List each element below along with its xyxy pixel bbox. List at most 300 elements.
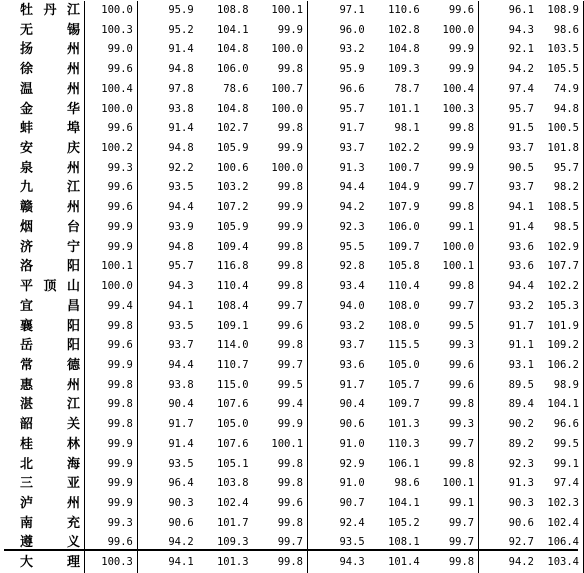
city-name: 扬 州 (20, 42, 80, 58)
value-cell: 92.4 (339, 516, 365, 529)
value-cell: 106.4 (538, 533, 584, 553)
value-cell: 99.8 (253, 336, 308, 356)
city-name: 常 德 (20, 357, 80, 373)
value-cell: 104.8 (216, 43, 249, 56)
table-row (4, 474, 584, 494)
value-cell: 100.1 (253, 435, 308, 455)
value-cell: 104.1 (388, 496, 420, 509)
value-cell: 97.1 (339, 4, 365, 16)
value-cell: 99.4 (84, 297, 137, 317)
value-cell: 114.0 (216, 339, 249, 352)
value-cell: 99.6 (84, 119, 137, 139)
value-cell: 99.7 (253, 533, 308, 553)
city-cell (4, 139, 84, 159)
value-cell: 96.0 (339, 23, 365, 36)
city-cell (4, 159, 84, 179)
value-cell: 110.6 (388, 4, 420, 16)
value-cell: 89.2 (508, 437, 534, 450)
city-name: 岳 阳 (20, 338, 80, 354)
table-row (4, 40, 584, 60)
value-cell: 99.9 (424, 60, 479, 80)
value-cell: 101.8 (538, 139, 584, 159)
value-cell: 100.5 (538, 119, 584, 139)
value-cell: 100.0 (253, 159, 308, 179)
city-name: 三 亚 (20, 476, 80, 492)
city-name: 韶 关 (20, 417, 80, 433)
value-cell: 100.7 (253, 80, 308, 100)
value-cell: 100.1 (424, 474, 479, 494)
city-cell (4, 514, 84, 534)
city-name: 蚌 埠 (20, 121, 80, 137)
value-cell: 91.5 (508, 122, 534, 135)
value-cell: 100.4 (424, 80, 479, 100)
value-cell: 99.7 (424, 533, 479, 553)
table-row (4, 553, 584, 573)
value-cell: 99.6 (84, 60, 137, 80)
value-cell: 107.2 (216, 201, 249, 214)
value-cell: 99.6 (84, 198, 137, 218)
value-cell: 100.0 (253, 40, 308, 60)
table-row (4, 80, 584, 100)
value-cell: 93.5 (339, 536, 365, 549)
value-cell: 100.0 (424, 21, 479, 41)
value-cell: 104.8 (216, 102, 249, 115)
value-cell: 102.8 (388, 23, 420, 36)
value-cell: 93.6 (508, 260, 534, 273)
value-cell: 99.6 (84, 533, 137, 553)
table-bottom-rule (4, 549, 578, 551)
city-name: 烟 台 (20, 219, 80, 235)
table-row (4, 21, 584, 41)
value-cell: 99.9 (253, 218, 308, 238)
value-cell: 99.4 (253, 395, 308, 415)
value-cell: 99.7 (424, 514, 479, 534)
value-cell: 96.6 (538, 415, 584, 435)
value-cell: 110.7 (216, 358, 249, 371)
value-cell: 99.7 (424, 435, 479, 455)
value-cell: 99.8 (253, 119, 308, 139)
value-cell: 100.4 (84, 80, 137, 100)
value-cell: 104.8 (388, 43, 420, 56)
value-cell: 102.7 (216, 122, 249, 135)
value-cell: 99.9 (84, 494, 137, 514)
value-cell: 104.1 (216, 23, 249, 36)
value-cell: 105.0 (216, 418, 249, 431)
value-cell: 95.7 (339, 102, 365, 115)
value-cell: 108.0 (388, 299, 420, 312)
value-cell: 105.9 (216, 142, 249, 155)
value-cell: 99.5 (424, 317, 479, 337)
value-cell: 105.8 (388, 260, 420, 273)
value-cell: 102.3 (538, 494, 584, 514)
value-cell: 94.8 (168, 142, 194, 155)
city-name: 大 理 (20, 555, 80, 571)
value-cell: 97.4 (538, 474, 584, 494)
value-cell: 99.7 (424, 178, 479, 198)
value-cell: 109.7 (388, 240, 420, 253)
value-cell: 99.1 (424, 218, 479, 238)
value-cell: 96.4 (168, 477, 194, 490)
value-cell: 92.3 (339, 220, 365, 233)
table-row (4, 218, 584, 238)
value-cell: 99.6 (424, 376, 479, 396)
city-cell (4, 1, 84, 21)
value-cell: 98.2 (538, 178, 584, 198)
value-cell: 102.4 (216, 496, 249, 509)
value-cell: 99.9 (253, 21, 308, 41)
value-cell: 99.8 (253, 238, 308, 258)
table-row (4, 514, 584, 534)
value-cell: 99.6 (253, 494, 308, 514)
value-cell: 105.0 (388, 358, 420, 371)
value-cell: 101.9 (538, 317, 584, 337)
value-cell: 99.9 (253, 139, 308, 159)
value-cell: 78.6 (223, 82, 249, 95)
value-cell: 94.3 (168, 280, 194, 293)
value-cell: 99.7 (253, 356, 308, 376)
table-row (4, 317, 584, 337)
value-cell: 106.1 (388, 457, 420, 470)
value-cell: 99.8 (253, 178, 308, 198)
value-cell: 99.8 (424, 198, 479, 218)
value-cell: 98.6 (394, 477, 420, 490)
table-row (4, 178, 584, 198)
value-cell: 109.2 (538, 336, 584, 356)
city-cell (4, 336, 84, 356)
value-cell: 90.3 (508, 496, 534, 509)
value-cell: 90.3 (168, 496, 194, 509)
value-cell: 99.8 (424, 119, 479, 139)
city-name: 金 华 (20, 101, 80, 117)
value-cell: 99.0 (84, 40, 137, 60)
value-cell: 98.5 (538, 218, 584, 238)
value-cell: 99.8 (424, 277, 479, 297)
value-cell: 109.3 (388, 63, 420, 76)
city-cell (4, 100, 84, 120)
value-cell: 107.6 (216, 437, 249, 450)
city-name: 牡 丹 江 (20, 3, 80, 18)
city-cell (4, 60, 84, 80)
value-cell: 93.4 (339, 280, 365, 293)
value-cell: 108.8 (216, 4, 249, 16)
value-cell: 101.4 (388, 556, 420, 569)
value-cell: 93.5 (168, 319, 194, 332)
value-cell: 109.3 (216, 536, 249, 549)
value-cell: 103.5 (538, 40, 584, 60)
value-cell: 102.2 (538, 277, 584, 297)
value-cell: 98.1 (394, 122, 420, 135)
value-cell: 93.7 (168, 339, 194, 352)
table-row (4, 336, 584, 356)
value-cell: 99.8 (424, 553, 479, 573)
city-name: 泸 州 (20, 495, 80, 511)
value-cell: 95.7 (508, 102, 534, 115)
value-cell: 99.8 (253, 257, 308, 277)
city-name: 宜 昌 (20, 298, 80, 314)
city-name: 湛 江 (20, 397, 80, 413)
city-cell (4, 494, 84, 514)
table-row (4, 198, 584, 218)
value-cell: 94.1 (168, 299, 194, 312)
value-cell: 92.7 (508, 536, 534, 549)
value-cell: 103.4 (538, 553, 584, 573)
value-cell: 99.6 (84, 178, 137, 198)
value-cell: 99.9 (253, 415, 308, 435)
city-name: 温 州 (20, 81, 80, 97)
value-cell: 95.7 (538, 159, 584, 179)
value-cell: 95.5 (339, 240, 365, 253)
value-cell: 100.3 (84, 553, 137, 573)
city-cell (4, 238, 84, 258)
city-cell (4, 415, 84, 435)
value-cell: 96.6 (339, 82, 365, 95)
value-cell: 99.9 (424, 40, 479, 60)
table-row (4, 159, 584, 179)
value-cell: 99.9 (84, 238, 137, 258)
value-cell: 93.9 (168, 220, 194, 233)
city-name: 赣 州 (20, 200, 80, 216)
table-row (4, 395, 584, 415)
city-cell (4, 553, 84, 573)
value-cell: 94.4 (339, 181, 365, 194)
value-cell: 92.9 (339, 457, 365, 470)
value-cell: 115.5 (388, 339, 420, 352)
city-cell (4, 317, 84, 337)
value-cell: 90.7 (339, 496, 365, 509)
value-cell: 99.9 (84, 474, 137, 494)
table-row (4, 100, 584, 120)
value-cell: 108.1 (388, 536, 420, 549)
value-cell: 78.7 (394, 82, 420, 95)
city-cell (4, 218, 84, 238)
price-index-table (4, 1, 584, 573)
value-cell: 99.6 (424, 356, 479, 376)
table-body (4, 1, 584, 573)
value-cell: 106.0 (216, 63, 249, 76)
value-cell: 100.0 (84, 277, 137, 297)
city-name: 安 庆 (20, 141, 80, 157)
value-cell: 99.9 (424, 139, 479, 159)
value-cell: 91.3 (339, 161, 365, 174)
value-cell: 100.3 (84, 21, 137, 41)
value-cell: 105.2 (388, 516, 420, 529)
value-cell: 94.4 (508, 280, 534, 293)
value-cell: 93.5 (168, 181, 194, 194)
value-cell: 100.1 (253, 1, 308, 21)
value-cell: 107.7 (538, 257, 584, 277)
value-cell: 97.4 (508, 82, 534, 95)
value-cell: 110.3 (388, 437, 420, 450)
city-cell (4, 356, 84, 376)
value-cell: 90.6 (508, 516, 534, 529)
value-cell: 108.4 (216, 299, 249, 312)
value-cell: 106.0 (388, 220, 420, 233)
value-cell: 99.8 (253, 455, 308, 475)
value-cell: 99.1 (538, 455, 584, 475)
value-cell: 91.4 (168, 43, 194, 56)
value-cell: 102.4 (538, 514, 584, 534)
value-cell: 89.5 (508, 378, 534, 391)
city-cell (4, 376, 84, 396)
table-row (4, 356, 584, 376)
value-cell: 91.4 (168, 437, 194, 450)
value-cell: 100.0 (253, 100, 308, 120)
value-cell: 108.0 (388, 319, 420, 332)
value-cell: 103.2 (216, 181, 249, 194)
city-name: 徐 州 (20, 62, 80, 78)
value-cell: 92.1 (508, 43, 534, 56)
value-cell: 94.4 (168, 358, 194, 371)
value-cell: 100.3 (424, 100, 479, 120)
value-cell: 99.5 (538, 435, 584, 455)
table-row (4, 376, 584, 396)
value-cell: 92.3 (508, 457, 534, 470)
value-cell: 93.7 (508, 181, 534, 194)
table-row (4, 455, 584, 475)
value-cell: 105.7 (388, 378, 420, 391)
city-name: 桂 林 (20, 436, 80, 452)
table-row (4, 238, 584, 258)
city-name: 北 海 (20, 456, 80, 472)
city-cell (4, 435, 84, 455)
value-cell: 93.6 (508, 240, 534, 253)
value-cell: 99.8 (84, 376, 137, 396)
value-cell: 99.7 (424, 297, 479, 317)
value-cell: 99.1 (424, 494, 479, 514)
value-cell: 106.2 (538, 356, 584, 376)
value-cell: 102.2 (388, 142, 420, 155)
value-cell: 94.2 (508, 556, 534, 569)
value-cell: 100.0 (84, 1, 137, 21)
table-row (4, 297, 584, 317)
table-row (4, 494, 584, 514)
city-name: 洛 阳 (20, 259, 80, 275)
value-cell: 107.6 (216, 398, 249, 411)
city-name: 遵 义 (20, 535, 80, 551)
city-cell (4, 178, 84, 198)
city-cell (4, 257, 84, 277)
table-row (4, 415, 584, 435)
city-name: 泉 州 (20, 160, 80, 176)
value-cell: 93.1 (508, 358, 534, 371)
value-cell: 101.7 (216, 516, 249, 529)
value-cell: 91.4 (168, 122, 194, 135)
table-row (4, 1, 584, 21)
value-cell: 91.1 (508, 339, 534, 352)
value-cell: 92.2 (168, 161, 194, 174)
value-cell: 97.8 (168, 82, 194, 95)
city-cell (4, 277, 84, 297)
value-cell: 116.8 (216, 260, 249, 273)
value-cell: 100.1 (424, 257, 479, 277)
city-cell (4, 474, 84, 494)
value-cell: 91.7 (339, 122, 365, 135)
value-cell: 99.9 (84, 356, 137, 376)
value-cell: 109.7 (388, 398, 420, 411)
value-cell: 100.0 (84, 100, 137, 120)
value-cell: 91.7 (168, 418, 194, 431)
value-cell: 93.7 (339, 339, 365, 352)
value-cell: 99.8 (84, 395, 137, 415)
value-cell: 99.9 (424, 159, 479, 179)
value-cell: 101.3 (388, 418, 420, 431)
value-cell: 99.8 (84, 415, 137, 435)
value-cell: 100.7 (388, 161, 420, 174)
value-cell: 94.8 (168, 63, 194, 76)
value-cell: 95.9 (339, 63, 365, 76)
value-cell: 99.6 (424, 1, 479, 21)
value-cell: 93.8 (168, 378, 194, 391)
value-cell: 105.1 (216, 457, 249, 470)
value-cell: 99.5 (253, 376, 308, 396)
value-cell: 100.6 (216, 161, 249, 174)
value-cell: 108.9 (538, 1, 584, 21)
value-cell: 93.7 (508, 142, 534, 155)
value-cell: 93.6 (339, 358, 365, 371)
value-cell: 99.8 (253, 60, 308, 80)
value-cell: 93.2 (339, 319, 365, 332)
value-cell: 99.7 (253, 297, 308, 317)
value-cell: 110.4 (216, 280, 249, 293)
value-cell: 90.2 (508, 418, 534, 431)
value-cell: 99.8 (424, 455, 479, 475)
value-cell: 94.2 (339, 201, 365, 214)
value-cell: 109.1 (216, 319, 249, 332)
value-cell: 93.7 (339, 142, 365, 155)
value-cell: 99.9 (84, 435, 137, 455)
value-cell: 92.8 (339, 260, 365, 273)
city-cell (4, 455, 84, 475)
city-cell (4, 198, 84, 218)
value-cell: 95.9 (168, 4, 194, 16)
value-cell: 99.3 (424, 336, 479, 356)
value-cell: 94.4 (168, 201, 194, 214)
value-cell: 99.8 (424, 395, 479, 415)
value-cell: 99.8 (253, 474, 308, 494)
value-cell: 94.1 (508, 201, 534, 214)
city-name: 襄 阳 (20, 318, 80, 334)
city-cell (4, 395, 84, 415)
value-cell: 98.9 (538, 376, 584, 396)
value-cell: 99.6 (253, 317, 308, 337)
city-cell (4, 119, 84, 139)
table-row (4, 60, 584, 80)
value-cell: 108.5 (538, 198, 584, 218)
value-cell: 99.6 (84, 336, 137, 356)
value-cell: 90.5 (508, 161, 534, 174)
table-row (4, 257, 584, 277)
value-cell: 91.4 (508, 220, 534, 233)
value-cell: 109.4 (216, 240, 249, 253)
value-cell: 74.9 (538, 80, 584, 100)
value-cell: 105.9 (216, 220, 249, 233)
value-cell: 91.3 (508, 477, 534, 490)
city-cell (4, 297, 84, 317)
value-cell: 105.5 (538, 60, 584, 80)
value-cell: 93.2 (508, 299, 534, 312)
value-cell: 90.4 (339, 398, 365, 411)
value-cell: 99.3 (424, 415, 479, 435)
value-cell: 91.7 (508, 319, 534, 332)
value-cell: 107.9 (388, 201, 420, 214)
city-name: 济 宁 (20, 239, 80, 255)
value-cell: 101.1 (388, 102, 420, 115)
city-name: 南 充 (20, 515, 80, 531)
value-cell: 99.8 (253, 553, 308, 573)
value-cell: 94.8 (168, 240, 194, 253)
value-cell: 94.8 (538, 100, 584, 120)
value-cell: 94.0 (339, 299, 365, 312)
